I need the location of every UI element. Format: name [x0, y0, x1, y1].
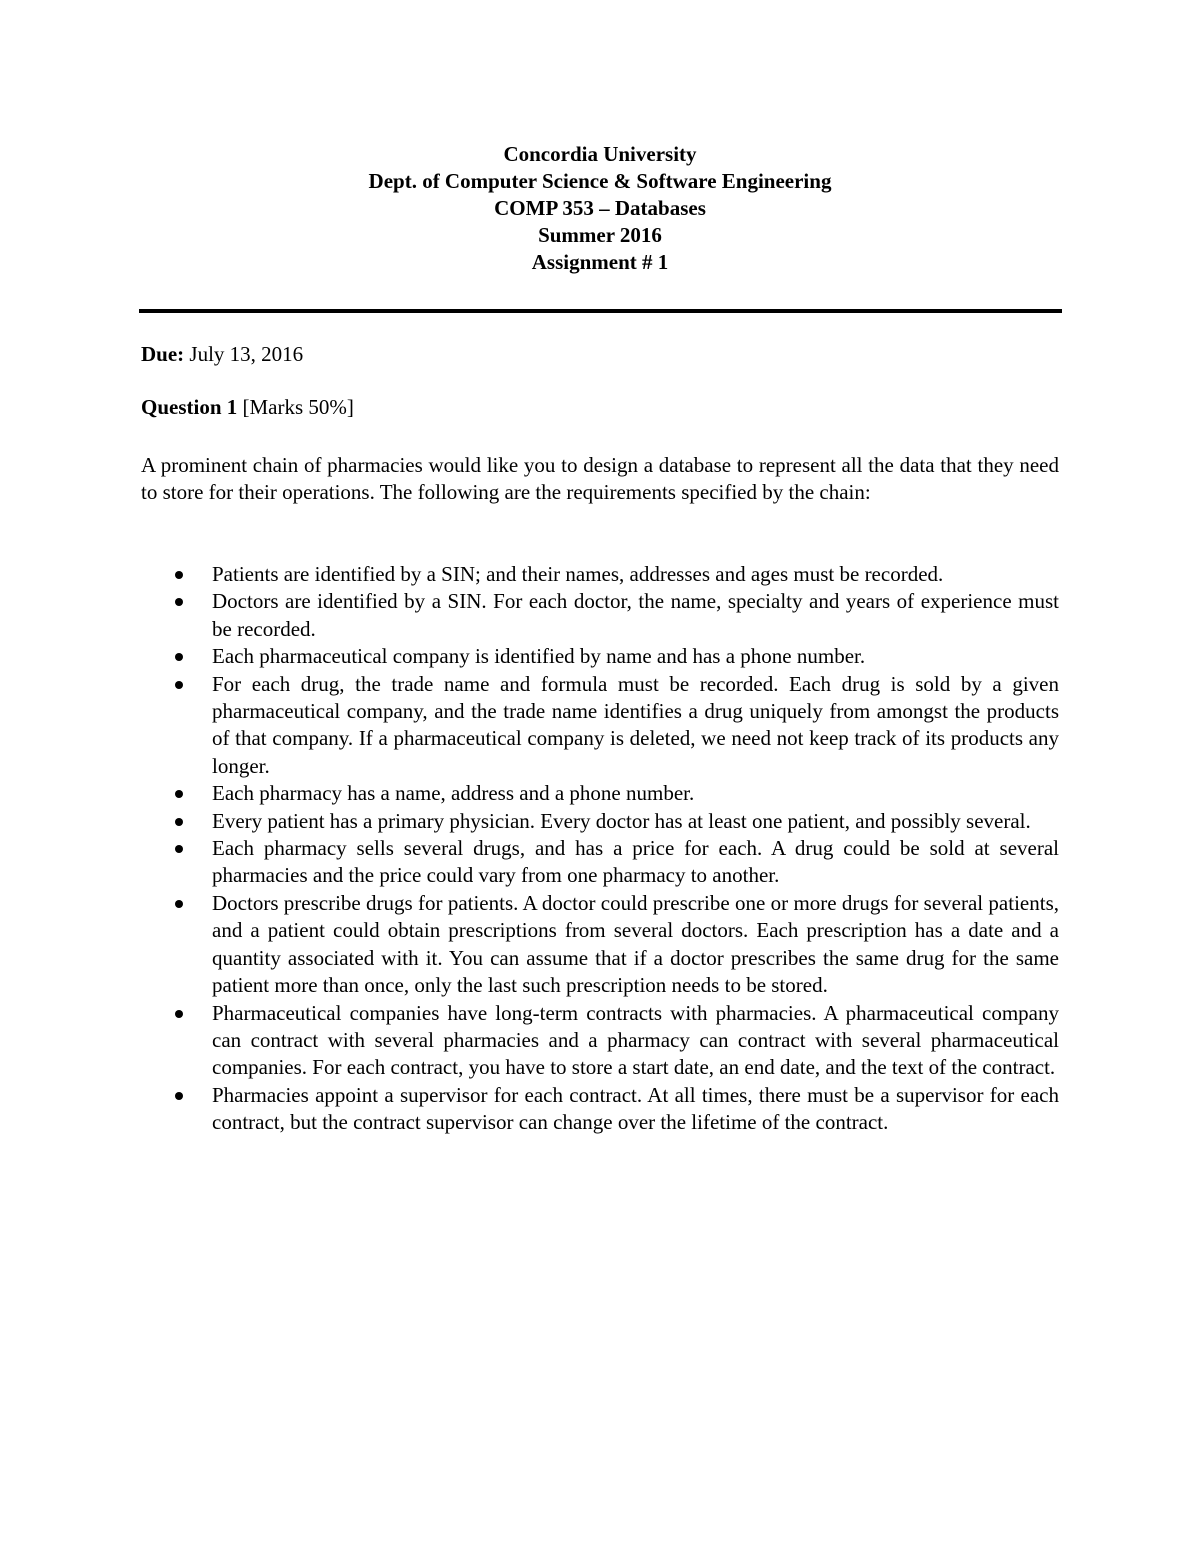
bullet-icon — [175, 845, 183, 853]
requirement-text: Each pharmacy has a name, address and a phone number. — [212, 781, 695, 806]
bullet-icon — [175, 571, 183, 579]
bullet-icon — [175, 818, 183, 826]
university-name: Concordia University — [503, 142, 697, 166]
requirement-text: For each drug, the trade name and formula must be recorded. Each drug is sold by a given pharmaceutical company, and the trade name identifies a drug uniquely from amongst the products of that company. If a pharmaceutical company is deleted, we need not keep track of its products any longer. — [212, 671, 1059, 778]
requirement-text: Pharmaceutical companies have long-term contracts with pharmacies. A pharmaceutical company can contract with several pharmacies and a pharmacy can contract with several pharmaceutical companies. For each contract, you have to store a start date, an end date, and the text of the contract. — [212, 1000, 1059, 1080]
requirement-text: Doctors prescribe drugs for patients. A doctor could prescribe one or more drugs for several patients, and a patient could obtain prescriptions from several doctors. Each prescription has a date and a quantity associated with it. You can assume that if a doctor prescribes the same drug for the same patient more than once, only the last such prescription needs to be stored. — [212, 890, 1059, 998]
term: Summer 2016 — [538, 223, 662, 247]
intro-paragraph: A prominent chain of pharmacies would like you to design a database to represent all the data that they need to store for their operations. The following are the requirements specified by the chain: — [141, 453, 1059, 504]
bullet-icon — [175, 598, 183, 606]
requirement-text: Patients are identified by a SIN; and their names, addresses and ages must be recorded. — [212, 562, 944, 586]
question-heading — [141, 394, 354, 421]
department-name: Dept. of Computer Science & Software Engineering — [368, 169, 832, 193]
requirement-text: Every patient has a primary physician. Every doctor has at least one patient, and possibly several. — [212, 808, 1031, 833]
due-label: Due: — [141, 342, 185, 366]
list-item — [141, 1000, 1059, 1082]
question-marks: [Marks 50%] — [237, 395, 354, 419]
list-item — [141, 561, 1059, 588]
bullet-icon — [175, 1092, 183, 1100]
bullet-icon — [175, 681, 183, 689]
requirement-text: Each pharmacy sells several drugs, and has a price for each. A drug could be sold at several pharmacies and the price could vary from one pharmacy to another. — [212, 836, 1059, 888]
list-item — [141, 671, 1059, 781]
requirement-text: Doctors are identified by a SIN. For each doctor, the name, specialty and years of experience must be recorded. — [212, 589, 1059, 641]
list-item — [141, 1082, 1059, 1137]
list-item — [141, 588, 1059, 643]
requirements-list — [141, 561, 1059, 1137]
list-item — [141, 890, 1059, 1000]
header-divider — [139, 309, 1062, 313]
assignment-title: Assignment # 1 — [531, 250, 669, 274]
list-item — [141, 780, 1059, 807]
bullet-icon — [175, 900, 183, 908]
bullet-icon — [175, 1010, 183, 1018]
due-date: July 13, 2016 — [184, 342, 304, 366]
document-header — [0, 141, 1200, 276]
due-date-line — [141, 341, 303, 368]
bullet-icon — [175, 653, 183, 661]
bullet-icon — [175, 790, 183, 798]
list-item — [141, 835, 1059, 890]
list-item — [141, 643, 1059, 670]
requirement-text: Pharmacies appoint a supervisor for each contract. At all times, there must be a supervisor for each contract, but the contract supervisor can change over the lifetime of the contract. — [212, 1082, 1059, 1135]
list-item — [141, 808, 1059, 835]
course-title: COMP 353 – Databases — [494, 196, 706, 220]
requirement-text: Each pharmaceutical company is identified by name and has a phone number. — [212, 644, 866, 669]
question-title: Question 1 — [141, 395, 238, 419]
